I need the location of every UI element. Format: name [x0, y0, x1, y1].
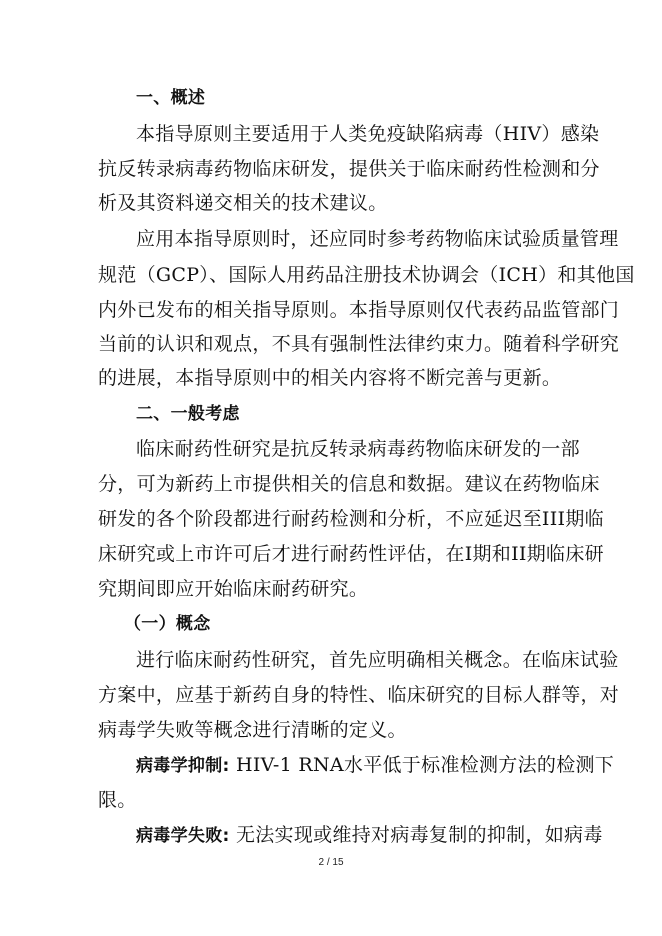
paragraph-line: 分，可为新药上市提供相关的信息和数据。建议在药物临床	[98, 473, 600, 495]
paragraph-line: 抗反转录病毒药物临床研发，提供关于临床耐药性检测和分	[98, 158, 600, 180]
paragraph-line: 临床耐药性研究是抗反转录病毒药物临床研发的一部	[136, 438, 580, 460]
paragraph-line: 规范（GCP）、国际人用药品注册技术协调会（ICH）和其他国	[98, 264, 635, 286]
paragraph-line: 究期间即应开始临床耐药研究。	[98, 578, 369, 600]
paragraph-line: 析及其资料递交相关的技术建议。	[98, 192, 388, 214]
paragraph-line: 方案中，应基于新药自身的特性、临床研究的目标人群等，对	[98, 684, 620, 706]
paragraph-line: 的进展，本指导原则中的相关内容将不断完善与更新。	[98, 367, 562, 389]
page-number: 2 / 15	[318, 857, 344, 868]
paragraph-line: 当前的认识和观点，不具有强制性法律约束力。随着科学研究	[98, 333, 620, 355]
paragraph-line: 床研究或上市许可后才进行耐药性评估，在I期和II期临床研	[98, 543, 604, 565]
paragraph-line: 本指导原则主要适用于人类免疫缺陷病毒（HIV）感染	[136, 123, 600, 145]
paragraph-line: 病毒学失败等概念进行清晰的定义。	[98, 719, 407, 741]
definition-term: 病毒学失败:	[136, 826, 230, 846]
paragraph-line: 研发的各个阶段都进行耐药检测和分析，不应延迟至III期临	[98, 508, 604, 530]
section-heading-overview: 一、概述	[136, 88, 206, 108]
paragraph-line: 内外已发布的相关指导原则。本指导原则仅代表药品监管部门	[98, 299, 620, 321]
section-heading-general: 二、一般考虑	[136, 404, 240, 424]
definition-virologic-failure	[136, 823, 603, 848]
subsection-heading-concept: （一）概念	[124, 614, 211, 634]
definition-term: 病毒学抑制:	[136, 756, 230, 776]
definition-virologic-suppression	[136, 753, 614, 778]
paragraph-line: 应用本指导原则时，还应同时参考药物临床试验质量管理	[136, 228, 619, 250]
paragraph-line: 限。	[98, 789, 137, 811]
definition-text: 无法实现或维持对病毒复制的抑制，如病毒	[229, 824, 603, 846]
paragraph-line: 进行临床耐药性研究，首先应明确相关概念。在临床试验	[136, 649, 619, 671]
definition-text: HIV-1 RNA水平低于标准检测方法的检测下	[229, 754, 615, 776]
